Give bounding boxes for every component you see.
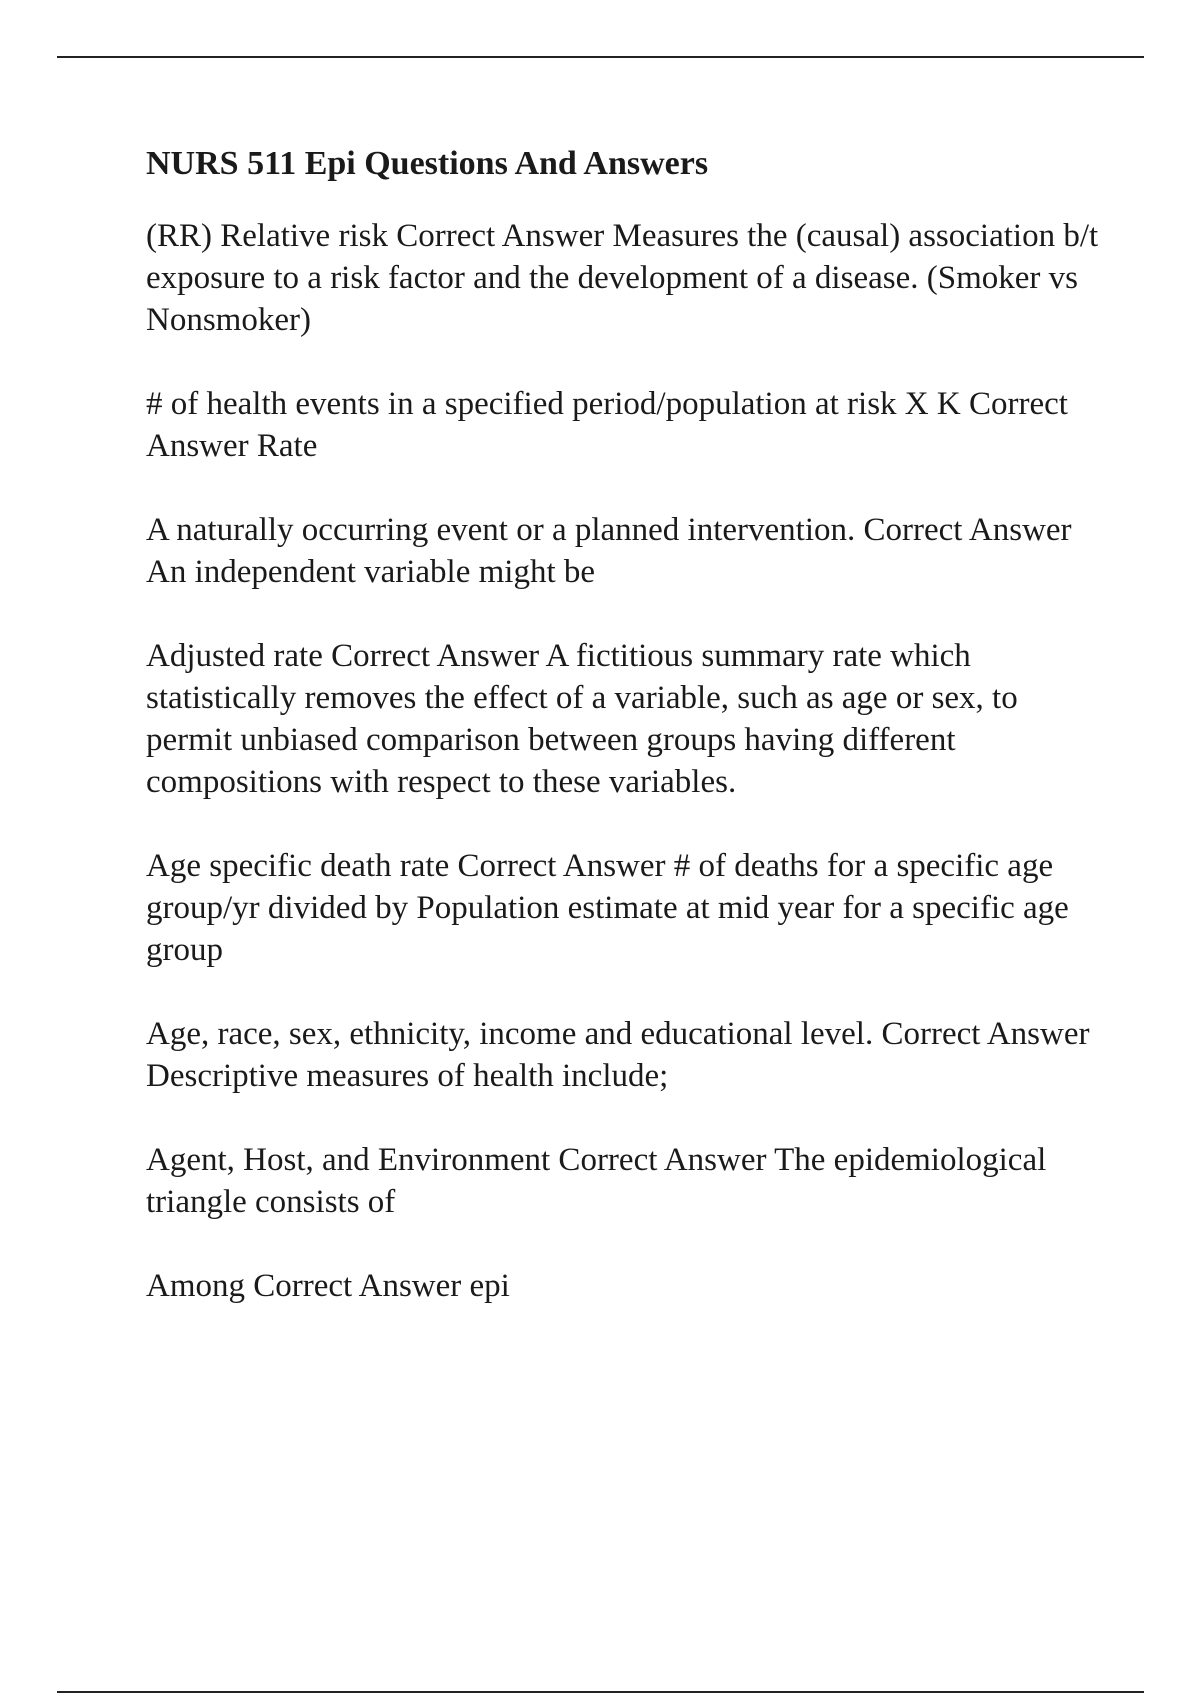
- qa-item: A naturally occurring event or a planned intervention. Correct Answer An independent variable might be: [146, 512, 1072, 590]
- qa-item: (RR) Relative risk Correct Answer Measures the (causal) association b/t exposure to a risk factor and the development of a disease. (Smoker vs Nonsmoker): [146, 218, 1099, 338]
- document-title: NURS 511 Epi Questions And Answers: [146, 145, 709, 182]
- qa-item: Agent, Host, and Environment Correct Answer The epidemiological triangle consists of: [146, 1142, 1047, 1220]
- top-divider: [57, 56, 1144, 58]
- qa-item: Age specific death rate Correct Answer # of deaths for a specific age group/yr divided by Population estimate at mid year for a specific age group: [146, 848, 1069, 968]
- qa-item: Adjusted rate Correct Answer A fictitious summary rate which statistically removes the effect of a variable, such as age or sex, to permit unbiased comparison between groups having different compositions with respect to these variables.: [146, 638, 1018, 800]
- qa-item: Age, race, sex, ethnicity, income and educational level. Correct Answer Descriptive measures of health include;: [146, 1016, 1090, 1094]
- bottom-divider: [57, 1691, 1144, 1693]
- document-body: [146, 143, 1106, 1349]
- qa-item: Among Correct Answer epi: [146, 1268, 510, 1304]
- qa-item: # of health events in a specified period/population at risk X K Correct Answer Rate: [146, 386, 1068, 464]
- qa-list: [146, 215, 1106, 1307]
